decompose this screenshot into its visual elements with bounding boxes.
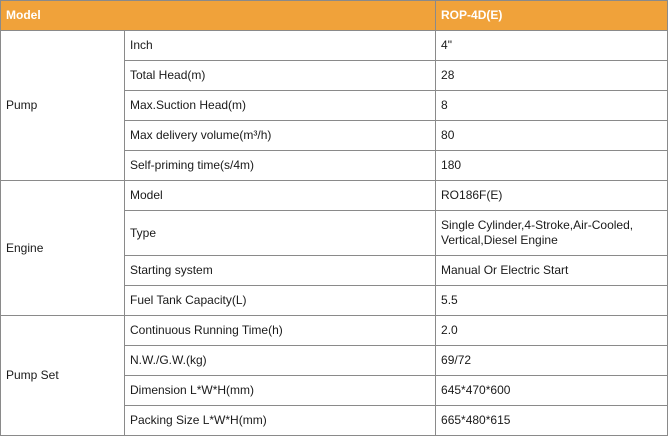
param-cell: Packing Size L*W*H(mm) [125, 406, 436, 436]
param-cell: Dimension L*W*H(mm) [125, 376, 436, 406]
value-cell: 645*470*600 [436, 376, 668, 406]
value-cell: 4" [436, 31, 668, 61]
value-cell: 28 [436, 61, 668, 91]
group-label-pump: Pump [1, 31, 125, 181]
param-cell: Model [125, 181, 436, 211]
param-cell: Inch [125, 31, 436, 61]
value-cell: 665*480*615 [436, 406, 668, 436]
param-cell: Starting system [125, 256, 436, 286]
header-model-value: ROP-4D(E) [436, 1, 668, 31]
param-cell: N.W./G.W.(kg) [125, 346, 436, 376]
value-cell: RO186F(E) [436, 181, 668, 211]
value-cell: Manual Or Electric Start [436, 256, 668, 286]
header-row [1, 1, 668, 31]
value-cell: 80 [436, 121, 668, 151]
param-cell: Fuel Tank Capacity(L) [125, 286, 436, 316]
table-row [1, 181, 668, 211]
header-model-label: Model [1, 1, 436, 31]
param-cell: Continuous Running Time(h) [125, 316, 436, 346]
param-cell: Max.Suction Head(m) [125, 91, 436, 121]
value-cell: 69/72 [436, 346, 668, 376]
param-cell: Type [125, 211, 436, 256]
value-cell: 2.0 [436, 316, 668, 346]
table-row [1, 31, 668, 61]
value-cell: 5.5 [436, 286, 668, 316]
table-row [1, 316, 668, 346]
value-cell: 180 [436, 151, 668, 181]
group-label-pump-set: Pump Set [1, 316, 125, 436]
param-cell: Total Head(m) [125, 61, 436, 91]
value-cell: Single Cylinder,4-Stroke,Air-Cooled, Vertical,Diesel Engine [436, 211, 668, 256]
value-cell: 8 [436, 91, 668, 121]
param-cell: Self-priming time(s/4m) [125, 151, 436, 181]
param-cell: Max delivery volume(m³/h) [125, 121, 436, 151]
group-label-engine: Engine [1, 181, 125, 316]
